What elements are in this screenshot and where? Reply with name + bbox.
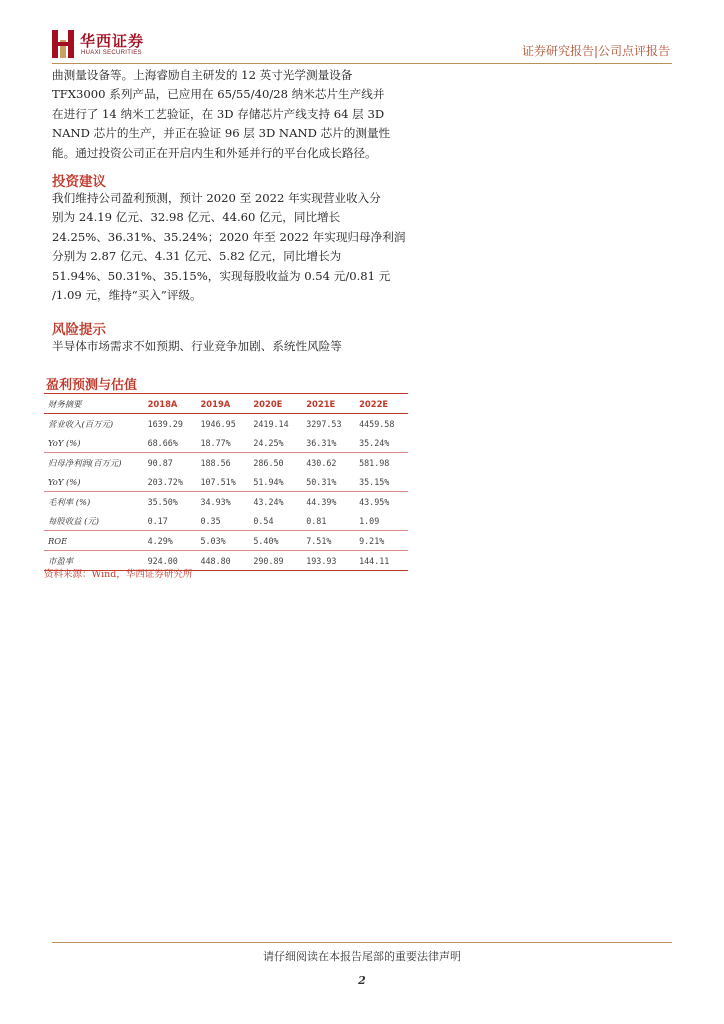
- intro-line: TFX3000 系列产品，已应用在 65/55/40/28 纳米芯片生产线并: [52, 87, 385, 102]
- cell: 5.40%: [253, 535, 279, 546]
- cell: 1.09: [359, 515, 380, 526]
- intro-paragraph: [52, 66, 417, 163]
- cell: 286.50: [253, 457, 284, 468]
- investment-line: 24.25%、36.31%、35.24%；2020 年至 2022 年实现归母净利润: [52, 229, 406, 244]
- intro-line: 能。通过投资公司正在开启内生和外延并行的平台化成长路径。: [52, 145, 377, 160]
- table-header-row: [44, 394, 408, 414]
- cell: 90.87: [147, 457, 173, 468]
- cell: 0.17: [147, 515, 168, 526]
- risk-heading: 风险提示: [52, 322, 106, 338]
- brand-name-en: HUAXI SECURITIES: [81, 50, 142, 56]
- cell: 34.93%: [200, 496, 231, 507]
- cell: 188.56: [200, 457, 231, 468]
- cell: 50.31%: [306, 476, 337, 487]
- investment-line: 别为 24.19 亿元、32.98 亿元、44.60 亿元，同比增长: [52, 210, 341, 225]
- cell: 290.89: [253, 555, 284, 566]
- cell: 44.39%: [306, 496, 337, 507]
- cell: 7.51%: [306, 535, 332, 546]
- cell: 4.29%: [147, 535, 173, 546]
- cell: 203.72%: [147, 476, 183, 487]
- table-row: [44, 433, 408, 453]
- cell: 36.31%: [306, 437, 337, 448]
- table-row: [44, 492, 408, 512]
- row-label: YoY (%): [48, 437, 81, 448]
- cell: 9.21%: [359, 535, 385, 546]
- cell: 924.00: [147, 555, 178, 566]
- table-row: [44, 472, 408, 492]
- year-header: 2019A: [200, 398, 231, 409]
- cell: 35.24%: [359, 437, 390, 448]
- table-row: [44, 511, 408, 531]
- cell: 448.80: [200, 555, 231, 566]
- investment-line: 分别为 2.87 亿元、4.31 亿元、5.82 亿元，同比增长为: [52, 249, 342, 264]
- footer-divider: [52, 942, 672, 943]
- cell: 3297.53: [306, 418, 342, 429]
- cell: 2419.14: [253, 418, 289, 429]
- investment-line: 我们维持公司盈利预测，预计 2020 至 2022 年实现营业收入分: [52, 191, 381, 205]
- cell: 43.95%: [359, 496, 390, 507]
- row-label: 每股收益 (元): [48, 515, 100, 526]
- financial-summary-table: [44, 393, 408, 571]
- cell: 0.81: [306, 515, 327, 526]
- row-label: 毛利率 (%): [48, 496, 91, 507]
- intro-line: 在进行了 14 纳米工艺验证，在 3D 存储芯片产线支持 64 层 3D: [52, 106, 385, 121]
- cell: 430.62: [306, 457, 337, 468]
- year-header: 2021E: [306, 398, 336, 409]
- table-row: [44, 531, 408, 551]
- cell: 581.98: [359, 457, 390, 468]
- cell: 4459.58: [359, 418, 395, 429]
- intro-line: 曲测量设备等。上海睿励自主研发的 12 英寸光学测量设备: [52, 68, 353, 82]
- investment-line: /1.09 元，维持“买入”评级。: [52, 288, 202, 303]
- table-title: 盈利预测与估值: [46, 378, 138, 393]
- cell: 24.25%: [253, 437, 284, 448]
- row-label: 市盈率: [48, 555, 74, 566]
- header-divider: [52, 63, 672, 64]
- row-label: 归母净利润(百万元): [48, 457, 122, 468]
- year-header: 2022E: [359, 398, 389, 409]
- table-row: [44, 453, 408, 473]
- cell: 193.93: [306, 555, 337, 566]
- cell: 0.54: [253, 515, 274, 526]
- table-row: [44, 414, 408, 434]
- legal-disclaimer: 请仔细阅读在本报告尾部的重要法律声明: [263, 950, 461, 963]
- cell: 1639.29: [147, 418, 183, 429]
- risk-text: 半导体市场需求不如预期、行业竞争加剧、系统性风险等: [52, 339, 342, 353]
- investment-heading: 投资建议: [52, 174, 106, 190]
- page-number: 2: [358, 974, 366, 987]
- brand-name-cn: 华西证券: [80, 32, 145, 50]
- cell: 107.51%: [200, 476, 236, 487]
- row-label: 营业收入(百万元): [48, 418, 114, 429]
- year-header: 2020E: [253, 398, 283, 409]
- cell: 18.77%: [200, 437, 231, 448]
- cell: 68.66%: [147, 437, 178, 448]
- row-label: ROE: [48, 535, 68, 546]
- report-type: 证券研究报告|公司点评报告: [521, 44, 670, 58]
- investment-paragraph: [52, 189, 417, 305]
- header-label: 财务摘要: [48, 398, 82, 409]
- cell: 35.50%: [147, 496, 178, 507]
- investment-line: 51.94%、50.31%、35.15%，实现每股收益为 0.54 元/0.81 元: [52, 268, 391, 283]
- row-label: YoY (%): [48, 476, 81, 487]
- page-header: [0, 0, 724, 66]
- cell: 35.15%: [359, 476, 390, 487]
- cell: 5.03%: [200, 535, 226, 546]
- cell: 144.11: [359, 555, 390, 566]
- intro-line: NAND 芯片的生产，并正在验证 96 层 3D NAND 芯片的测量性: [52, 126, 391, 141]
- table-source: 资料来源：Wind，华西证券研究所: [44, 569, 193, 580]
- huaxi-logo-icon: [52, 30, 74, 58]
- year-header: 2018A: [147, 398, 178, 409]
- cell: 1946.95: [200, 418, 236, 429]
- cell: 51.94%: [253, 476, 284, 487]
- cell: 0.35: [200, 515, 221, 526]
- cell: 43.24%: [253, 496, 284, 507]
